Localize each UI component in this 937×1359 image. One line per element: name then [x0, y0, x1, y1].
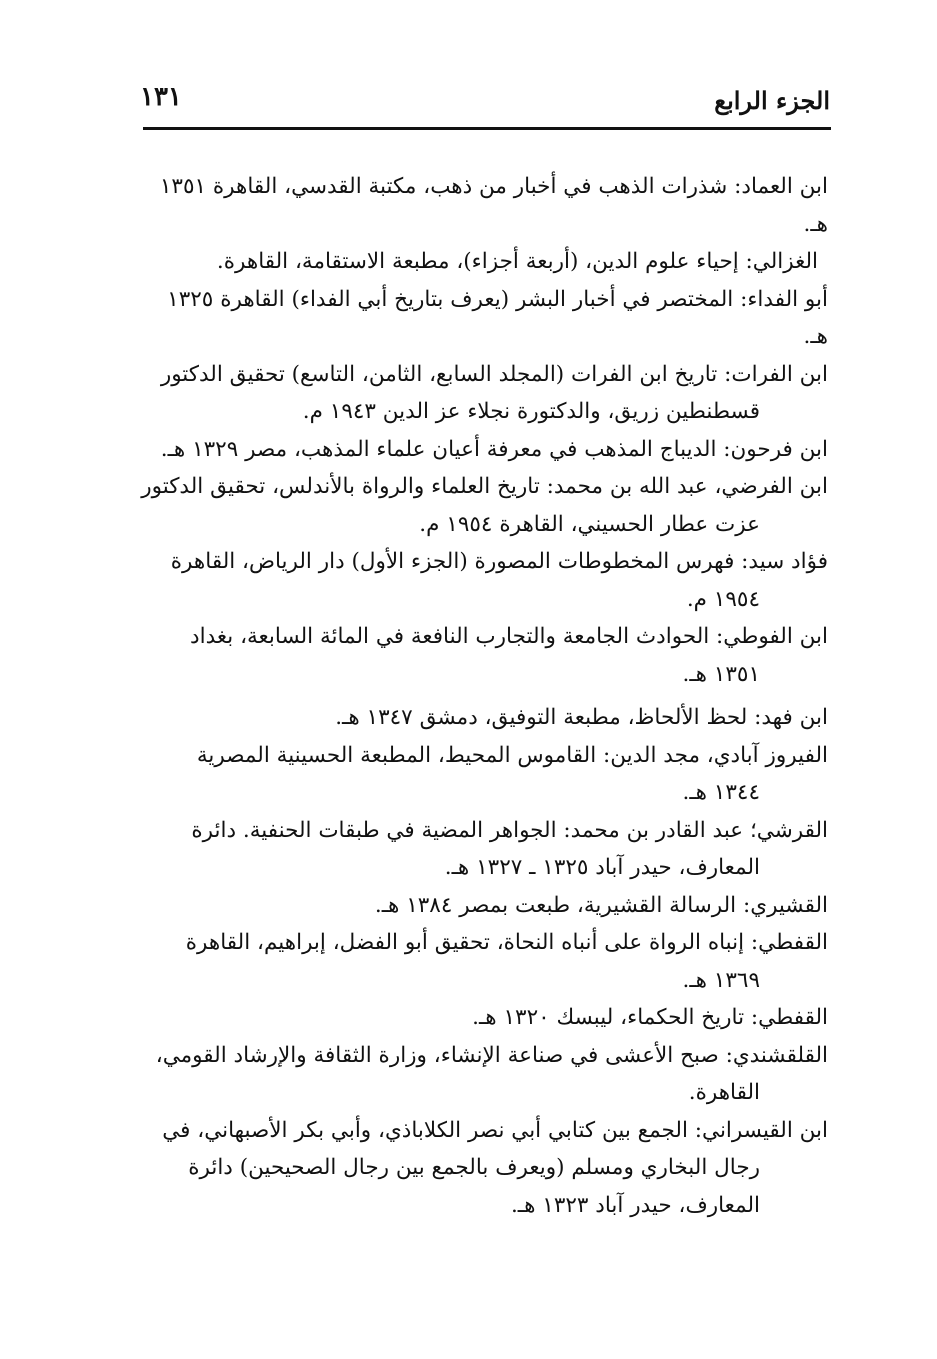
entry-line: القشيري: الرسالة القشيرية، طبعت بمصر ١٣٨٤ هـ.	[374, 892, 828, 918]
entry-continuation: ١٩٥٤ م.	[686, 586, 760, 612]
entry-line: ابن القيسراني: الجمع بين كتابي أبي نصر الكلاباذي، وأبي بكر الأصبهاني، في	[162, 1117, 828, 1143]
header-rule	[143, 127, 831, 130]
entry-continuation: ١٣٥١ هـ.	[682, 661, 760, 687]
bibliography-list	[138, 168, 828, 1224]
entry-continuation: ١٣٦٩ هـ.	[682, 967, 760, 993]
entry-line: ابن العماد: شذرات الذهب في أخبار من ذهب، مكتبة القدسي، القاهرة ١٣٥١ هـ.	[159, 174, 828, 237]
entry-line: ابن الفرضي، عبد الله بن محمد: تاريخ العلماء والرواة بالأندلس، تحقيق الدكتور	[141, 474, 828, 499]
bibliography-entry	[138, 1112, 828, 1225]
bibliography-entry	[138, 887, 828, 925]
entry-line: القرشي؛ عبد القادر بن محمد: الجواهر المضية في طبقات الحنفية. دائرة	[191, 817, 828, 843]
entry-line: ابن فرحون: الديباج المذهب في معرفة أعيان علماء المذهب، مصر ١٣٢٩ هـ.	[160, 436, 828, 462]
entry-continuation: المعارف، حيدر آباد ١٣٢٥ ـ ١٣٢٧ هـ.	[444, 855, 760, 880]
entry-line: ابن الفرات: تاريخ ابن الفرات (المجلد السابع، الثامن، التاسع) تحقيق الدكتور	[160, 361, 828, 387]
bibliography-entry	[138, 281, 828, 356]
bibliography-entry	[138, 243, 828, 281]
page-number: ١٣١	[140, 82, 182, 112]
entry-continuation: القاهرة.	[688, 1080, 760, 1105]
bibliography-entry	[138, 737, 828, 812]
bibliography-entry	[138, 356, 828, 431]
bibliography-entry	[138, 812, 828, 887]
bibliography-entry	[138, 1037, 828, 1112]
entry-continuation: المعارف، حيدر آباد ١٣٢٣ هـ.	[510, 1192, 760, 1218]
bibliography-entry	[138, 618, 828, 693]
entry-continuation: رجال البخاري ومسلم (ويعرف بالجمع بين رجال الصحيحين) دائرة	[188, 1155, 760, 1180]
bibliography-entry	[138, 924, 828, 999]
entry-line: ابن الفوطي: الحوادث الجامعة والتجارب النافعة في المائة السابعة، بغداد	[190, 624, 828, 649]
entry-line: القلقشندي: صبح الأعشى في صناعة الإنشاء، وزارة الثقافة والإرشاد القومي،	[155, 1042, 828, 1068]
entry-line: القفطي: إنباه الرواة على أنباه النحاة، تحقيق أبو الفضل، إبراهيم، القاهرة	[185, 930, 828, 955]
entry-line: الفيروز آبادي، مجد الدين: القاموس المحيط، المطبعة الحسينية المصرية	[196, 742, 828, 768]
entry-continuation: ١٣٤٤ هـ.	[682, 780, 760, 805]
running-title: الجزء الرابع	[714, 86, 830, 115]
entry-line: فؤاد سيد: فهرس المخطوطات المصورة (الجزء الأول) دار الرياض، القاهرة	[170, 549, 828, 574]
entry-continuation: قسطنطين زريق، والدكتورة نجلاء عز الدين ١٩٤٣ م.	[302, 399, 760, 424]
entry-line: الغزالي: إحياء علوم الدين، (أربعة أجزاء)، مطبعة الاستقامة، القاهرة.	[216, 249, 818, 274]
bibliography-entry	[138, 543, 828, 618]
entry-line: أبو الفداء: المختصر في أخبار البشر (يعرف بتاريخ أبي الفداء) القاهرة ١٣٢٥ هـ.	[167, 286, 828, 349]
bibliography-entry	[138, 431, 828, 469]
page-header	[140, 78, 830, 128]
bibliography-entry	[138, 999, 828, 1037]
entry-line: ابن فهد: لحظ الألحاظ، مطبعة التوفيق، دمشق ١٣٤٧ هـ.	[335, 705, 828, 730]
bibliography-entry	[138, 168, 828, 243]
bibliography-entry	[138, 468, 828, 543]
entry-continuation: عزت عطار الحسيني، القاهرة ١٩٥٤ م.	[419, 511, 760, 537]
bibliography-entry	[138, 699, 828, 737]
entry-line: القفطي: تاريخ الحكماء، ليبسك ١٣٢٠ هـ.	[472, 1005, 828, 1030]
